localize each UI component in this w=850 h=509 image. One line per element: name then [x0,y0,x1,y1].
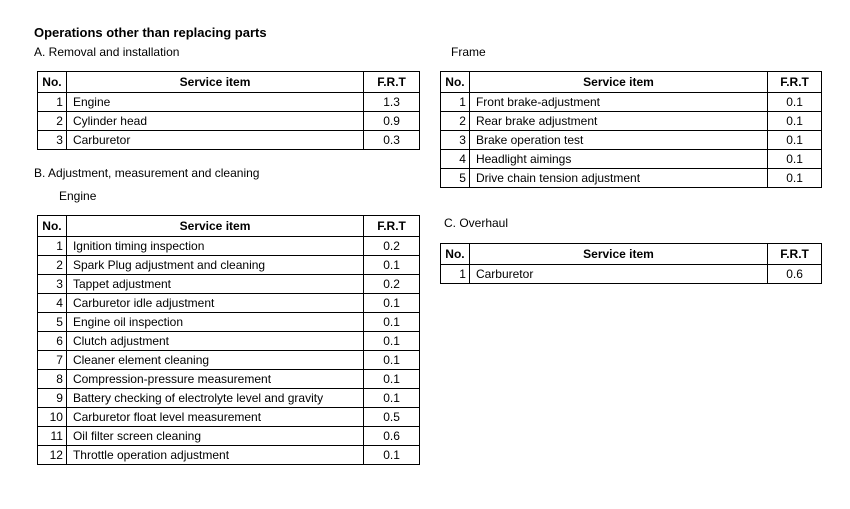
header-frt: F.R.T [768,244,822,265]
table-row [441,93,822,112]
table-row [441,131,822,150]
table-row [38,237,420,256]
table-header-row [441,72,822,93]
frt-value: 0.1 [768,112,822,131]
frt-value: 1.3 [364,93,420,112]
removal-installation-table [37,71,420,150]
row-number: 7 [38,351,67,370]
service-item: Cylinder head [66,112,363,131]
service-item: Engine [66,93,363,112]
row-number: 3 [38,131,67,150]
table-row [38,112,420,131]
table-row [38,351,420,370]
section-a-label: A. Removal and installation [34,45,180,59]
header-frt: F.R.T [364,216,420,237]
row-number: 2 [441,112,470,131]
header-service-item: Service item [469,244,767,265]
table-row [38,408,420,427]
frt-value: 0.2 [364,237,420,256]
table-header-row [38,216,420,237]
frt-value: 0.1 [364,313,420,332]
table-row [441,112,822,131]
row-number: 4 [441,150,470,169]
row-number: 3 [38,275,67,294]
table-row [441,265,822,284]
service-item: Carburetor float level measurement [66,408,363,427]
overhaul-table [440,243,822,284]
table-row [38,275,420,294]
frt-value: 0.1 [768,131,822,150]
frame-label: Frame [451,45,486,59]
row-number: 6 [38,332,67,351]
row-number: 5 [441,169,470,188]
frt-value: 0.1 [364,332,420,351]
table-row [38,131,420,150]
row-number: 12 [38,446,67,465]
frt-value: 0.1 [768,150,822,169]
row-number: 9 [38,389,67,408]
service-item: Ignition timing inspection [66,237,363,256]
adjustment-engine-table [37,215,420,465]
table-row [38,332,420,351]
table-row [38,294,420,313]
frt-value: 0.6 [768,265,822,284]
header-no: No. [38,216,67,237]
frt-value: 0.1 [364,351,420,370]
page-title: Operations other than replacing parts [34,25,267,40]
row-number: 8 [38,370,67,389]
section-c-label: C. Overhaul [444,216,509,230]
row-number: 1 [441,265,470,284]
frt-value: 0.2 [364,275,420,294]
row-number: 1 [38,93,67,112]
service-item: Compression-pressure measurement [66,370,363,389]
table-row [38,427,420,446]
frt-value: 0.6 [364,427,420,446]
header-service-item: Service item [66,72,363,93]
service-item: Carburetor [66,131,363,150]
row-number: 11 [38,427,67,446]
section-b-label: B. Adjustment, measurement and cleaning [34,166,260,180]
table-row [38,256,420,275]
table-row [38,93,420,112]
frt-value: 0.1 [364,389,420,408]
header-no: No. [441,244,470,265]
row-number: 1 [441,93,470,112]
frt-value: 0.1 [364,446,420,465]
service-item: Rear brake adjustment [469,112,767,131]
frt-value: 0.5 [364,408,420,427]
row-number: 3 [441,131,470,150]
header-service-item: Service item [66,216,363,237]
service-item: Cleaner element cleaning [66,351,363,370]
table-row [38,313,420,332]
row-number: 2 [38,112,67,131]
service-item: Headlight aimings [469,150,767,169]
service-item: Tappet adjustment [66,275,363,294]
header-frt: F.R.T [768,72,822,93]
service-item: Engine oil inspection [66,313,363,332]
frt-value: 0.1 [768,93,822,112]
table-header-row [441,244,822,265]
service-item: Clutch adjustment [66,332,363,351]
frt-value: 0.1 [364,370,420,389]
frt-value: 0.9 [364,112,420,131]
service-item: Brake operation test [469,131,767,150]
header-service-item: Service item [469,72,767,93]
table-header-row [38,72,420,93]
table-row [38,370,420,389]
frt-value: 0.1 [768,169,822,188]
service-item: Throttle operation adjustment [66,446,363,465]
row-number: 10 [38,408,67,427]
header-frt: F.R.T [364,72,420,93]
row-number: 4 [38,294,67,313]
frt-value: 0.1 [364,256,420,275]
frame-table [440,71,822,188]
table-row [38,389,420,408]
service-item: Oil filter screen cleaning [66,427,363,446]
service-item: Drive chain tension adjustment [469,169,767,188]
table-row [441,150,822,169]
table-row [38,446,420,465]
frt-value: 0.1 [364,294,420,313]
section-b-sublabel: Engine [59,189,97,203]
service-item: Spark Plug adjustment and cleaning [66,256,363,275]
service-item: Front brake-adjustment [469,93,767,112]
table-row [441,169,822,188]
service-item: Carburetor idle adjustment [66,294,363,313]
row-number: 5 [38,313,67,332]
header-no: No. [441,72,470,93]
service-item: Carburetor [469,265,767,284]
header-no: No. [38,72,67,93]
frt-value: 0.3 [364,131,420,150]
row-number: 1 [38,237,67,256]
row-number: 2 [38,256,67,275]
service-item: Battery checking of electrolyte level and gravity [66,389,363,408]
